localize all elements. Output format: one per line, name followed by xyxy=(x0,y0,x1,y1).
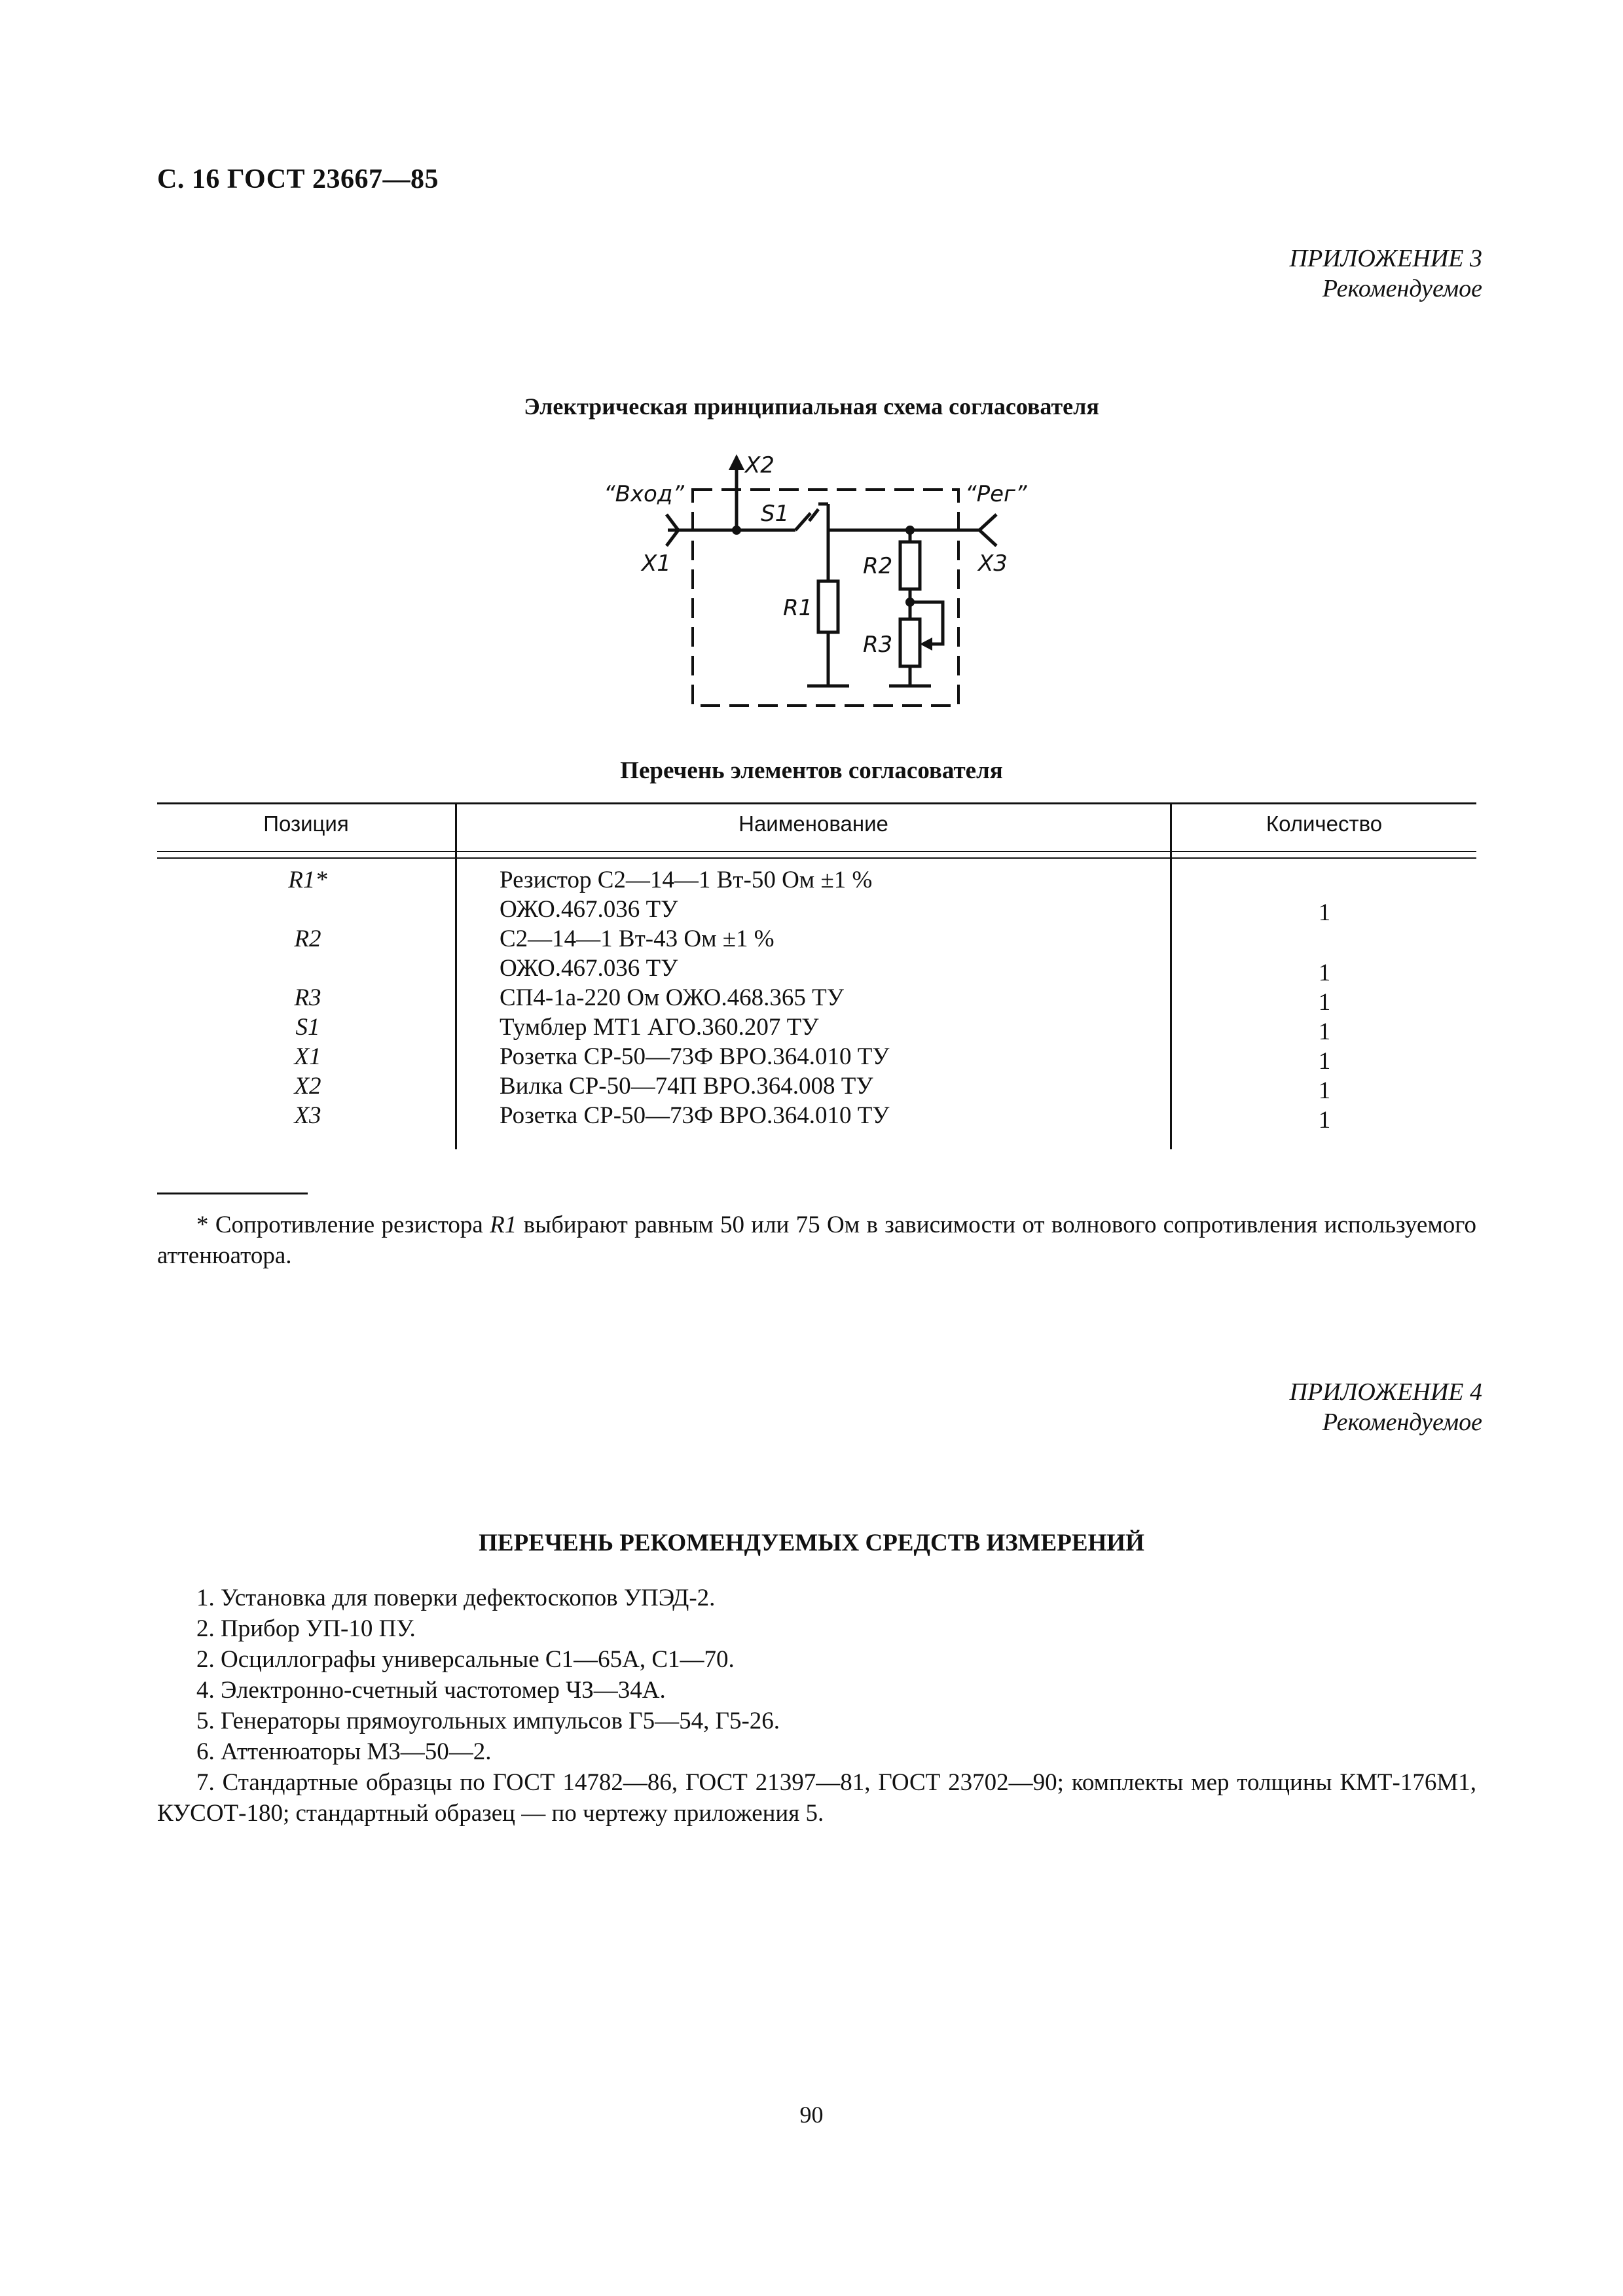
label-r1: R1 xyxy=(783,595,813,621)
list-title: ПЕРЕЧЕНЬ РЕКОМЕНДУЕМЫХ СРЕДСТВ ИЗМЕРЕНИЙ xyxy=(479,1530,1144,1556)
table-row-qty: 1 xyxy=(1318,960,1331,986)
table-row-pos: X2 xyxy=(294,1073,321,1100)
table-row-pos: X3 xyxy=(294,1102,321,1129)
table-row-name: Резистор С2—14—1 Вт-50 Ом ±1 % xyxy=(500,867,873,893)
footnote-prefix: * Сопротивление резистора xyxy=(196,1211,490,1238)
table-row-name: Розетка СР-50—73Ф ВРО.364.010 ТУ xyxy=(500,1102,890,1129)
footnote xyxy=(157,1210,1476,1271)
table-row-name: С2—14—1 Вт-43 Ом ±1 % xyxy=(500,925,775,952)
elements-table xyxy=(157,802,1476,1149)
footnote-ref: R1 xyxy=(490,1211,517,1238)
appendix-4-heading xyxy=(1290,1377,1482,1437)
table-row-name: ОЖО.467.036 ТУ xyxy=(500,955,678,982)
table-row-name: ОЖО.467.036 ТУ xyxy=(500,896,678,923)
col-quantity: Количество xyxy=(1266,812,1383,836)
list-item: 4. Электронно-счетный частотомер ЧЗ—34А. xyxy=(196,1677,666,1704)
table-row-pos: R3 xyxy=(294,984,321,1011)
label-s1: S1 xyxy=(761,501,790,527)
label-input: “Вход” xyxy=(604,481,684,507)
label-reg: “Рег” xyxy=(965,481,1027,507)
table-row-pos: X1 xyxy=(294,1043,321,1070)
label-r3: R3 xyxy=(863,632,893,658)
table-row-qty: 1 xyxy=(1318,899,1331,926)
col-position: Позиция xyxy=(263,812,349,836)
appendix-3-note: Рекомендуемое xyxy=(1322,275,1482,302)
table-row-qty: 1 xyxy=(1318,1048,1331,1075)
table-row-name: Вилка СР-50—74П ВРО.364.008 ТУ xyxy=(500,1073,873,1100)
table-row-qty: 1 xyxy=(1318,1107,1331,1134)
list-item: 6. Аттенюаторы М3—50—2. xyxy=(196,1738,492,1765)
appendix-3-title: ПРИЛОЖЕНИЕ 3 xyxy=(1289,245,1482,272)
table-row-qty: 1 xyxy=(1318,1077,1331,1104)
table-row-name: Розетка СР-50—73Ф ВРО.364.010 ТУ xyxy=(500,1043,890,1070)
table-row-pos: R2 xyxy=(294,925,321,952)
table-row-pos: S1 xyxy=(295,1014,320,1041)
footnote-divider xyxy=(157,1193,308,1194)
label-x2: X2 xyxy=(745,452,775,478)
label-r2: R2 xyxy=(863,553,893,579)
table-row-pos: R1* xyxy=(288,867,327,893)
table-row-qty: 1 xyxy=(1318,989,1331,1016)
table-row-name: Тумблер МТ1 АГО.360.207 ТУ xyxy=(500,1014,819,1041)
instruments-list xyxy=(157,1583,1476,1829)
appendix-4-title: ПРИЛОЖЕНИЕ 4 xyxy=(1289,1378,1482,1406)
footnote-suffix: выбирают равным 50 или 75 Ом в зависимости от волнового сопротивления используемого аттенюатора. xyxy=(157,1211,1476,1269)
schema-title: Электрическая принципиальная схема согласователя xyxy=(524,393,1099,420)
table-title: Перечень элементов согласователя xyxy=(620,757,1003,784)
label-x3: X3 xyxy=(978,550,1008,577)
table-row-qty: 1 xyxy=(1318,1018,1331,1045)
list-item: 1. Установка для поверки дефектоскопов УПЭД-2. xyxy=(196,1585,716,1611)
page-number: 90 xyxy=(799,2102,824,2128)
appendix-4-note: Рекомендуемое xyxy=(1322,1408,1482,1436)
table-row-name: СП4-1а-220 Ом ОЖО.468.365 ТУ xyxy=(500,984,844,1011)
col-name: Наименование xyxy=(739,812,888,836)
list-item: 2. Осциллографы универсальные С1—65А, С1—70. xyxy=(196,1646,735,1673)
circuit-schematic xyxy=(0,0,1623,733)
list-item: 2. Прибор УП-10 ПУ. xyxy=(196,1615,416,1642)
page-header: С. 16 ГОСТ 23667—85 xyxy=(157,164,439,194)
list-item: 7. Стандартные образцы по ГОСТ 14782—86, ГОСТ 21397—81, ГОСТ 23702—90; комплекты мер толщины КМТ-176М1, КУСОТ-180; стандартный образец — по чертежу приложения 5. xyxy=(157,1769,1476,1827)
list-item: 5. Генераторы прямоугольных импульсов Г5—54, Г5-26. xyxy=(196,1708,780,1734)
label-x1: X1 xyxy=(642,550,671,577)
